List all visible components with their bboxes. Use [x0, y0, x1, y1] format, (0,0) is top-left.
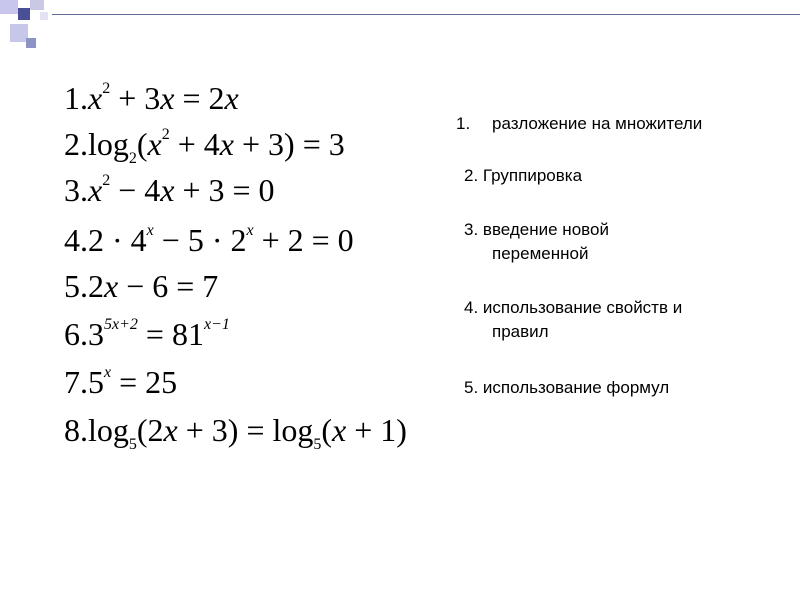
eq-term: x [163, 412, 178, 448]
eq-term: − 4 [118, 172, 161, 208]
eq-term: x [147, 126, 162, 162]
equation-1 [64, 78, 239, 118]
eq-term: + 3) = 3 [242, 126, 345, 162]
method-text: введение новой [482, 220, 609, 239]
eq-term: log [88, 126, 129, 162]
eq-term: + 4 [177, 126, 220, 162]
method-text: использование формул [482, 378, 670, 397]
eq-term: + 1) [354, 412, 407, 448]
header-square [30, 0, 44, 10]
eq-term: ( [136, 126, 148, 162]
equation-2 [64, 124, 345, 167]
eq-term: x [160, 172, 175, 208]
eq-term: = 81 [145, 316, 204, 352]
eq-term: 5 [88, 364, 104, 400]
equation-8 [64, 410, 407, 453]
method-number: 1. [456, 114, 471, 133]
method-text-cont: переменной [492, 244, 589, 263]
eq-term: x [88, 172, 103, 208]
equation-number: 8. [64, 412, 88, 448]
method-text: разложение на множители [492, 114, 703, 133]
eq-exponent: x−1 [203, 316, 230, 333]
equation-number: 6. [64, 316, 88, 352]
equation-7 [64, 362, 177, 402]
eq-term: x [104, 268, 119, 304]
eq-term: + 3 = 0 [182, 172, 275, 208]
eq-subscript: 5 [313, 436, 322, 453]
eq-term: − 5 · 2 [161, 222, 247, 258]
eq-subscript: 2 [128, 150, 137, 167]
header-square [0, 0, 18, 14]
eq-term: x [219, 126, 234, 162]
method-number: 5. [464, 378, 479, 397]
eq-term: x [160, 80, 175, 116]
method-item [464, 296, 800, 344]
header-square [40, 12, 48, 20]
equation-number: 7. [64, 364, 88, 400]
equation-number: 2. [64, 126, 88, 162]
eq-exponent: 2 [161, 126, 170, 143]
eq-term: + 3) = log [185, 412, 314, 448]
eq-exponent: x [246, 222, 254, 239]
eq-term: ( [321, 412, 333, 448]
eq-term: log [88, 412, 129, 448]
eq-term: = 2 [182, 80, 225, 116]
equation-number: 5. [64, 268, 88, 304]
equation-number: 3. [64, 172, 88, 208]
method-number: 4. [464, 298, 479, 317]
eq-term: + 3 [118, 80, 161, 116]
eq-term: x [88, 80, 103, 116]
method-item [464, 218, 800, 266]
eq-term: = 25 [119, 364, 178, 400]
equation-3 [64, 170, 275, 210]
method-text-cont: правил [492, 322, 549, 341]
eq-term: x [332, 412, 347, 448]
eq-term: 2 [88, 268, 104, 304]
method-number: 2. [464, 166, 479, 185]
equation-5 [64, 266, 218, 306]
equation-number: 4. [64, 222, 88, 258]
method-number: 3. [464, 220, 479, 239]
eq-term: 3 [88, 316, 104, 352]
eq-exponent: x [146, 222, 154, 239]
eq-exponent: 2 [102, 172, 111, 189]
eq-term: x [224, 80, 239, 116]
header-square [26, 38, 36, 48]
eq-exponent: 2 [102, 80, 111, 97]
method-item [464, 164, 800, 188]
eq-term: + 2 = 0 [261, 222, 354, 258]
eq-exponent: x [104, 364, 112, 381]
method-item [464, 376, 800, 400]
eq-subscript: 5 [128, 436, 137, 453]
method-item [456, 112, 796, 136]
eq-term: (2 [136, 412, 164, 448]
eq-term: − 6 = 7 [126, 268, 219, 304]
equation-6 [64, 314, 230, 354]
eq-term: 2 · 4 [88, 222, 147, 258]
equation-4 [64, 220, 354, 260]
header-divider [52, 14, 800, 15]
eq-exponent: 5x+2 [104, 316, 138, 333]
header-square [18, 8, 30, 20]
method-text: Группировка [482, 166, 583, 185]
method-text: использование свойств и [482, 298, 683, 317]
equation-number: 1. [64, 80, 88, 116]
